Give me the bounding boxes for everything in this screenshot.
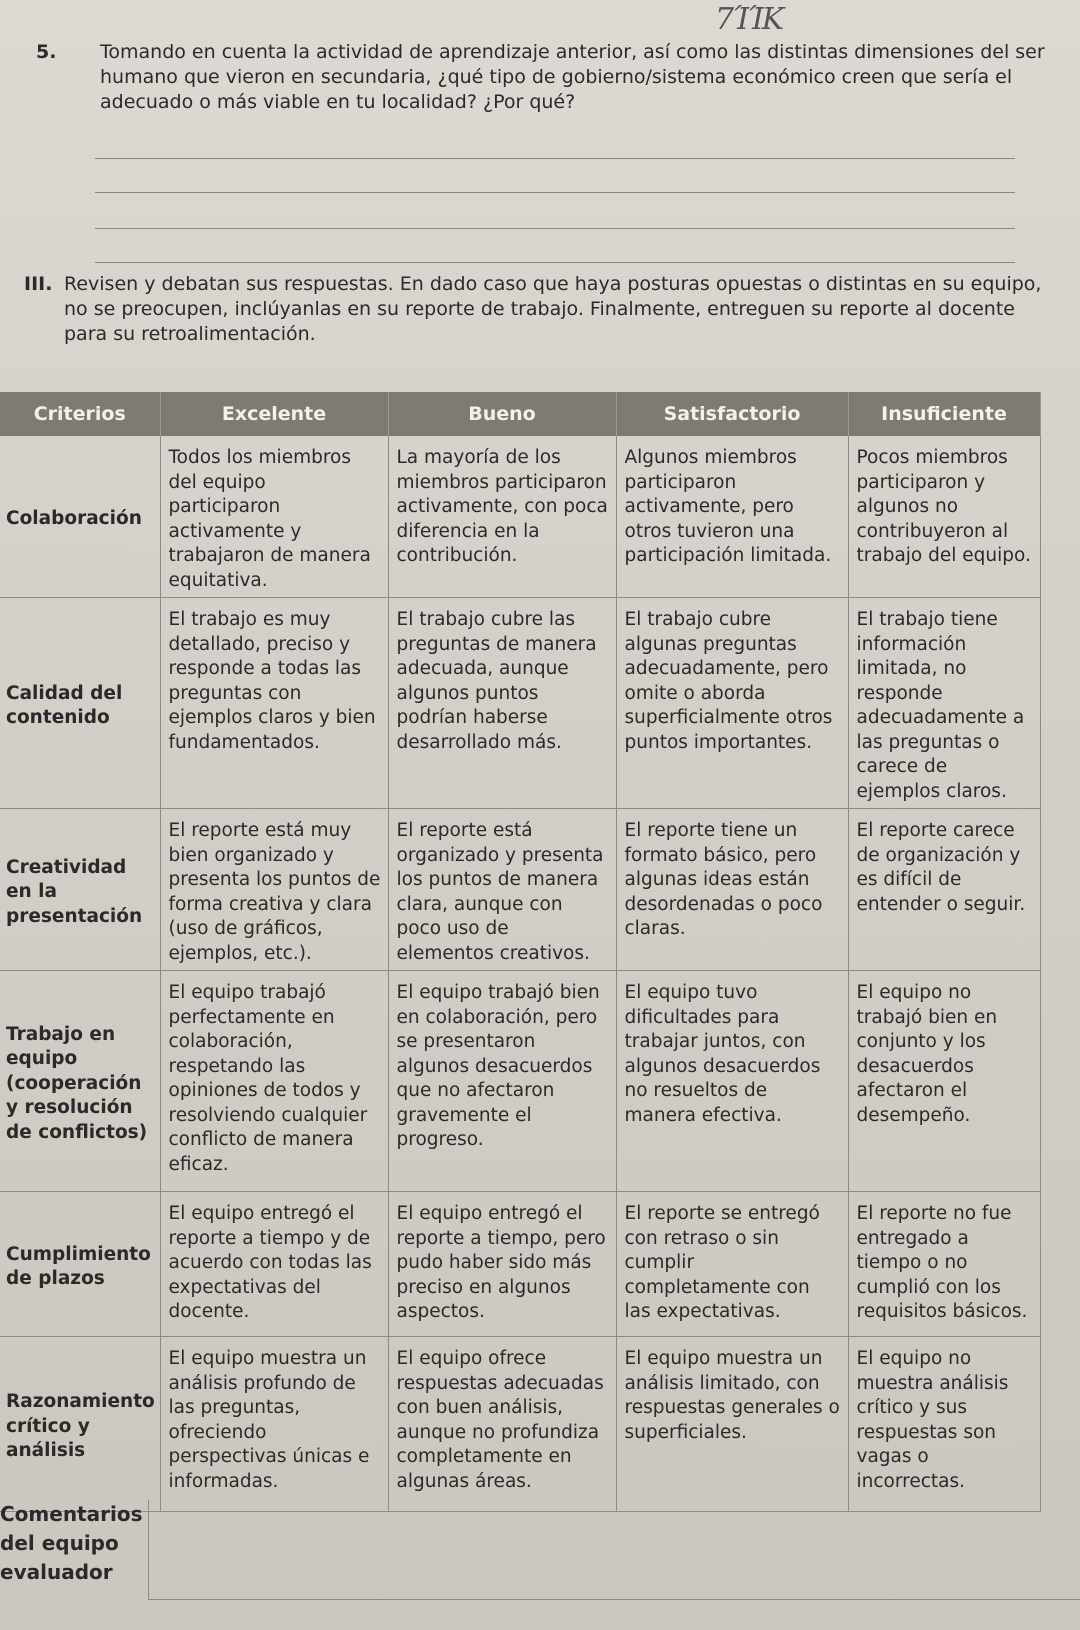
- rubric-row-colaboracion: [0, 436, 1040, 598]
- cell-bueno: El equipo trabajó bien en colaboración, pero se presentaron algunos desacuerdos que no afectaron gravemente el progreso.: [388, 971, 616, 1192]
- cell-satisfactorio: Algunos miembros participaron activamente, pero otros tuvieron una participación limitada.: [616, 436, 848, 598]
- cell-bueno: El equipo entregó el reporte a tiempo, pero pudo haber sido más preciso en algunos aspectos.: [388, 1192, 616, 1337]
- criterion-label: Trabajo en equipo (cooperación y resolución de conflictos): [0, 971, 160, 1192]
- question-5-number: 5.: [36, 41, 57, 63]
- answer-line-4[interactable]: [95, 262, 1015, 263]
- rubric-row-razonamiento: [0, 1337, 1040, 1512]
- comments-label: Comentarios del equipo evaluador: [0, 1502, 143, 1584]
- answer-line-1[interactable]: [95, 158, 1015, 159]
- answer-line-3[interactable]: [95, 228, 1015, 229]
- rubric-row-calidad: [0, 598, 1040, 809]
- criterion-label: Calidad del contenido: [0, 598, 160, 809]
- cell-satisfactorio: El equipo muestra un análisis limitado, con respuestas generales o superficiales.: [616, 1337, 848, 1512]
- cell-excelente: El equipo trabajó perfectamente en colaboración, respetando las opiniones de todos y resolviendo cualquier conflicto de manera eficaz.: [160, 971, 388, 1192]
- cell-satisfactorio: El reporte tiene un formato básico, pero algunas ideas están desordenadas o poco claras.: [616, 809, 848, 971]
- instruction-3: [24, 272, 1064, 347]
- cell-bueno: El reporte está organizado y presenta los puntos de manera clara, aunque con poco uso de elementos creativos.: [388, 809, 616, 971]
- evaluator-comments-section: [0, 1500, 1080, 1610]
- instruction-3-text: Revisen y debatan sus respuestas. En dado caso que haya posturas opuestas o distintas en su equipo, no se preocupen, inclúyanlas en su reporte de trabajo. Finalmente, entreguen su reporte al docente para su retroalimentación.: [64, 273, 1042, 345]
- cell-excelente: El equipo entregó el reporte a tiempo y de acuerdo con todas las expectativas del docente.: [160, 1192, 388, 1337]
- header-excelente: Excelente: [160, 392, 388, 436]
- comments-writing-area[interactable]: [148, 1500, 1080, 1600]
- cell-insuficiente: El reporte carece de organización y es difícil de entender o seguir.: [848, 809, 1040, 971]
- evaluation-rubric-table: [0, 392, 1041, 1512]
- criterion-label: Cumplimiento de plazos: [0, 1192, 160, 1337]
- instruction-3-number: III.: [24, 273, 53, 295]
- header-insuficiente: Insuficiente: [848, 392, 1040, 436]
- cell-insuficiente: Pocos miembros participaron y algunos no contribuyeron al trabajo del equipo.: [848, 436, 1040, 598]
- cell-insuficiente: El equipo no trabajó bien en conjunto y los desacuerdos afectaron el desempeño.: [848, 971, 1040, 1192]
- cell-insuficiente: El equipo no muestra análisis crítico y sus respuestas son vagas o incorrectas.: [848, 1337, 1040, 1512]
- question-5: [36, 40, 1046, 115]
- rubric-header-row: [0, 392, 1040, 436]
- question-5-text: Tomando en cuenta la actividad de aprendizaje anterior, así como las distintas dimensiones del ser humano que vieron en secundaria, ¿qué tipo de gobierno/sistema económico creen que sería el adecuado o más viable en tu localidad? ¿Por qué?: [100, 41, 1045, 113]
- criterion-label: Creatividad en la presentación: [0, 809, 160, 971]
- answer-line-2[interactable]: [95, 192, 1015, 193]
- cell-satisfactorio: El reporte se entregó con retraso o sin cumplir completamente con las expectativas.: [616, 1192, 848, 1337]
- cell-excelente: El reporte está muy bien organizado y presenta los puntos de forma creativa y clara (uso de gráficos, ejemplos, etc.).: [160, 809, 388, 971]
- header-satisfactorio: Satisfactorio: [616, 392, 848, 436]
- handwritten-corner-note: 7ΊΊΚ: [715, 2, 783, 37]
- criterion-label: Colaboración: [0, 436, 160, 598]
- header-bueno: Bueno: [388, 392, 616, 436]
- cell-excelente: Todos los miembros del equipo participaron activamente y trabajaron de manera equitativa.: [160, 436, 388, 598]
- cell-excelente: El equipo muestra un análisis profundo de las preguntas, ofreciendo perspectivas únicas e informadas.: [160, 1337, 388, 1512]
- cell-bueno: El equipo ofrece respuestas adecuadas con buen análisis, aunque no profundiza completamente en algunas áreas.: [388, 1337, 616, 1512]
- rubric-row-creatividad: [0, 809, 1040, 971]
- cell-excelente: El trabajo es muy detallado, preciso y responde a todas las preguntas con ejemplos claros y bien fundamentados.: [160, 598, 388, 809]
- criterion-label: Razonamiento crítico y análisis: [0, 1337, 160, 1512]
- cell-bueno: El trabajo cubre las preguntas de manera adecuada, aunque algunos puntos podrían haberse desarrollado más.: [388, 598, 616, 809]
- cell-insuficiente: El trabajo tiene información limitada, no responde adecuadamente a las preguntas o carece de ejemplos claros.: [848, 598, 1040, 809]
- cell-insuficiente: El reporte no fue entregado a tiempo o no cumplió con los requisitos básicos.: [848, 1192, 1040, 1337]
- rubric-row-trabajo-en-equipo: [0, 971, 1040, 1192]
- cell-satisfactorio: El trabajo cubre algunas preguntas adecuadamente, pero omite o aborda superficialmente otros puntos importantes.: [616, 598, 848, 809]
- cell-satisfactorio: El equipo tuvo dificultades para trabajar juntos, con algunos desacuerdos no resueltos de manera efectiva.: [616, 971, 848, 1192]
- rubric-row-cumplimiento: [0, 1192, 1040, 1337]
- header-criterios: Criterios: [0, 392, 160, 436]
- cell-bueno: La mayoría de los miembros participaron activamente, con poca diferencia en la contribución.: [388, 436, 616, 598]
